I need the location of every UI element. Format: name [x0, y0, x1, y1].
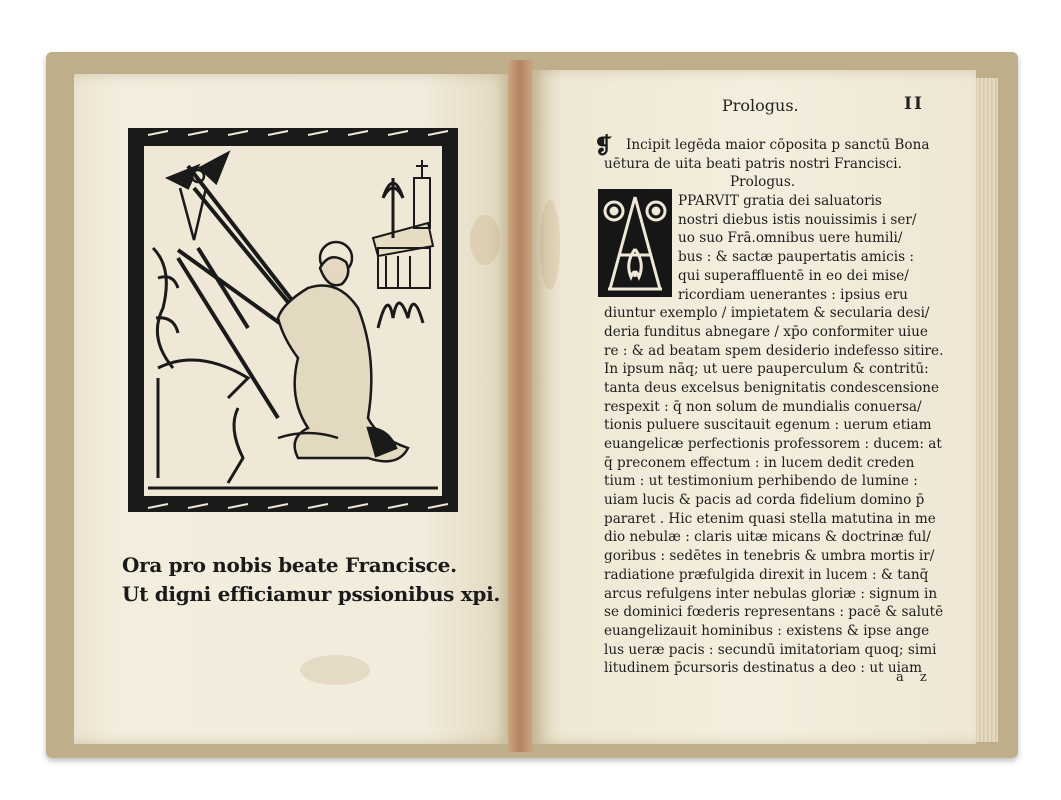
pilcrow-icon: ❡ [594, 133, 613, 159]
body-line: respexit : q̄ non solum de mundialis conuersa/ [604, 398, 922, 415]
body-line: PPARVIT gratia dei saluatoris [678, 193, 882, 210]
decorated-initial-a-icon [598, 189, 672, 297]
body-line: tionis puluere suscitauit egenum : uerum etiam [604, 417, 932, 434]
page-edges [976, 78, 998, 742]
folio-number: II [904, 94, 924, 114]
body-line: euangelicæ perfectionis professorem : ducem: at [604, 436, 942, 452]
caption-line-2: Ut digni efficiamur pssionibus xpi. [122, 582, 501, 606]
body-line: q̄ preconem effectum : in lucem dedit creden [604, 454, 915, 471]
book-gutter [508, 60, 534, 752]
body-line: lus ueræ pacis : secundū imitatoriam quoq; simi [604, 641, 937, 658]
body-line: radiatione præfulgida direxit in lucem : & tanq̄ [604, 566, 929, 583]
woodcut-illustration [128, 128, 458, 512]
woodcut-st-francis-stigmata-icon [128, 128, 458, 512]
prologus-title: Prologus. [730, 174, 796, 191]
body-line: In ipsum nāq; ut uere pauperculum & contritū: [604, 361, 929, 378]
body-line: qui superaffluentē in eo dei mise/ [678, 267, 909, 284]
body-line: uiam lucis & pacis ad corda fidelium domino p̄ [604, 492, 925, 509]
body-line: litudinem p̄cursoris destinatus a deo : ut uiam [604, 660, 922, 677]
body-line: uo suo Frā.omnibus uere humili/ [678, 230, 903, 247]
body-line: pararet . Hic etenim quasi stella matutina in me [604, 510, 936, 527]
body-line: diuntur exemplo / impietatem & secularia desi/ [604, 305, 930, 322]
body-line: tanta deus excelsus benignitatis condescensione [604, 379, 940, 396]
body-line: goribus : sedētes in tenebris & umbra mortis ir/ [604, 548, 935, 565]
body-line: se dominici fœderis representans : pacē & salutē [604, 604, 944, 621]
paper-stain [470, 215, 500, 265]
body-line: re : & ad beatam spem desiderio indefesso sitire. [604, 342, 944, 359]
body-line: bus : & sactæ paupertatis amicis : [678, 249, 914, 266]
caption-line-1: Ora pro nobis beate Francisce. [122, 553, 457, 577]
signature-mark: a z [896, 670, 933, 685]
paper-stain [300, 655, 370, 685]
body-line: euangelizauit hominibus : existens & ipse ange [604, 622, 930, 639]
body-line: deria funditus abnegare / xp̄o conformiter uiue [604, 323, 928, 340]
running-head: Prologus. [722, 96, 799, 115]
body-line: dio nebulæ : claris uitæ micans & doctrinæ ful/ [604, 529, 931, 546]
body-line: tium : ut testimonium perhibendo de lumine : [604, 473, 918, 490]
body-line: nostri diebus istis nouissimis i ser/ [678, 211, 917, 228]
incipit-line-1: Incipit legēda maior cōposita p sanctū Bona [626, 137, 930, 153]
incipit-line-2: uētura de uita beati patris nostri Francisci. [604, 155, 902, 172]
body-line: ricordiam uenerantes : ipsius eru [678, 286, 908, 303]
body-line: arcus refulgens inter nebulas gloriæ : signum in [604, 585, 938, 602]
paper-stain [540, 200, 560, 290]
